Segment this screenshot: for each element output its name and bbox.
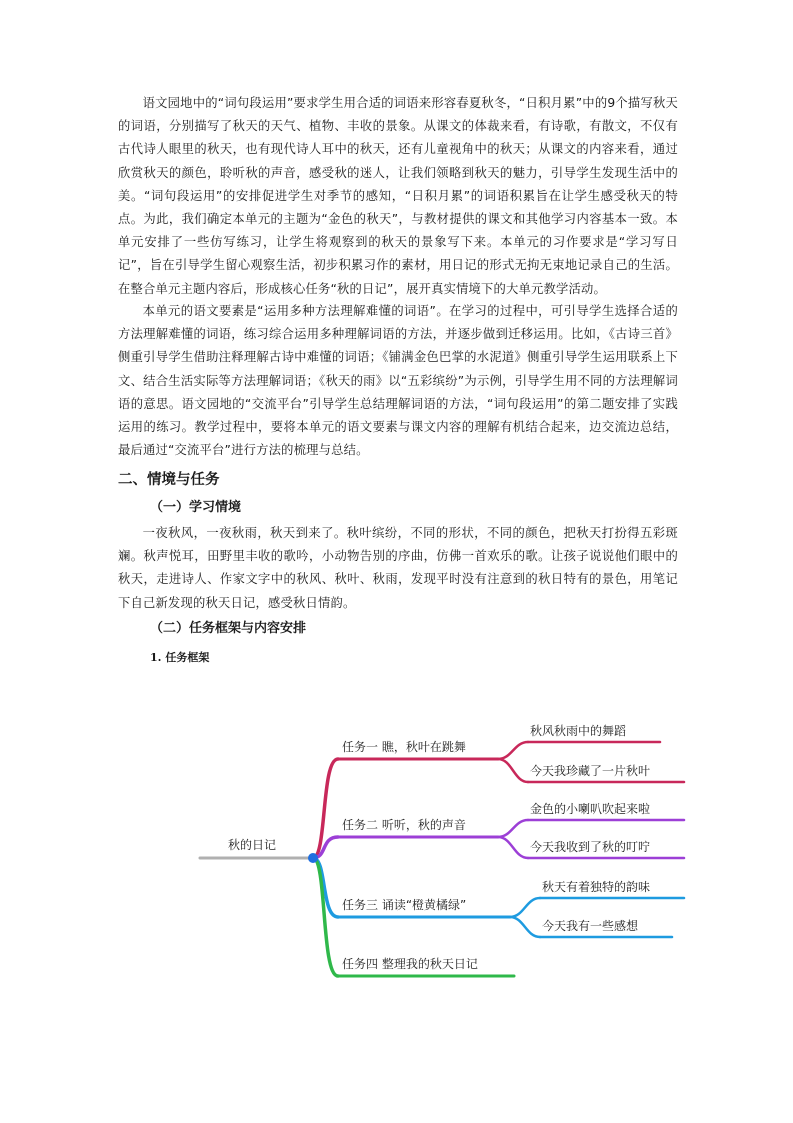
task-1-subtask-2-connector xyxy=(498,759,528,782)
task-2-subtask-2-label: 今天我收到了秋的叮咛 xyxy=(530,840,651,854)
task-3-label: 任务三 诵读“橙黄橘绿” xyxy=(342,898,467,912)
task-3-connector xyxy=(313,858,338,917)
task-1-subtask-1-connector xyxy=(498,742,528,759)
root-node-label: 秋的日记 xyxy=(228,838,277,852)
center-node-dot xyxy=(308,853,318,863)
task-3-subtask-2-connector xyxy=(510,917,540,937)
task-2-subtask-2-connector xyxy=(498,837,528,858)
task-1-label: 任务一 瞧，秋叶在跳舞 xyxy=(342,740,466,754)
subheading-learning-context: （一）学习情境 xyxy=(150,500,242,515)
task-3-subtask-2-label: 今天我有一些感想 xyxy=(542,919,639,933)
task-1-subtask-1-label: 秋风秋雨中的舞蹈 xyxy=(530,724,627,738)
section-heading-context-task: 二、情境与任务 xyxy=(118,472,220,488)
item-heading-task-framework: 1. 任务框架 xyxy=(150,651,210,664)
task-2-subtask-1-label: 金色的小喇叭吹起来啦 xyxy=(530,802,651,816)
task-framework-mindmap xyxy=(0,690,793,1000)
task-3-subtask-1-connector xyxy=(510,898,540,917)
subheading-task-framework: （二）任务框架与内容安排 xyxy=(150,621,307,636)
task-2-label: 任务二 听听，秋的声音 xyxy=(342,818,466,832)
paragraph-language-element: 本单元的语文要素是“运用多种方法理解难懂的词语”。在学习的过程中，可引导学生选择合适的方法理解难懂的词语，练习综合运用多种理解词语的方法，并逐步做到迁移运用。比如，《古诗三首》侧重引导学生借助注释理解古诗中难懂的词语；《铺满金色巴掌的水泥道》侧重引导学生运用联系上下文、结合生活实际等方法理解词语；《秋天的雨》以“五彩缤纷”为示例，引导学生用不同的方法理解词语的意思。语文园地的“交流平台”引导学生总结理解词语的方法，“词句段运用”的第二题安排了实践运用的练习。教学过程中，要将本单元的语文要素与课文内容的理解有机结合起来，边交流边总结，最后通过“交流平台”进行方法的梳理与总结。 xyxy=(118,304,678,458)
paragraph-learning-context: 一夜秋风，一夜秋雨，秋天到来了。秋叶缤纷，不同的形状，不同的颜色，把秋天打扮得五彩斑斓。秋声悦耳，田野里丰收的歌吟，小动物告别的序曲，仿佛一首欢乐的歌。让孩子说说他们眼中的秋天，走进诗人、作家文字中的秋风、秋叶、秋雨，发现平时没有注意到的秋日特有的景色，用笔记下自己新发现的秋天日记，感受秋日情韵。 xyxy=(118,526,678,610)
task-2-subtask-1-connector xyxy=(498,820,528,837)
task-4-label: 任务四 整理我的秋天日记 xyxy=(342,957,478,971)
paragraph-unit-content: 语文园地中的“词句段运用”要求学生用合适的词语来形容春夏秋冬，“日积月累”中的9个描写秋天的词语，分别描写了秋天的天气、植物、丰收的景象。从课文的体裁来看，有诗歌，有散文，不仅有古代诗人眼里的秋天，也有现代诗人耳中的秋天，还有儿童视角中的秋天；从课文的内容来看，通过欣赏秋天的颜色，聆听秋的声音，感受秋的迷人，让我们领略到秋天的魅力，引导学生发现生活中的美。“词句段运用”的安排促进学生对季节的感知，“日积月累”的词语积累旨在让学生感受秋天的特点。为此，我们确定本单元的主题为“金色的秋天”，与教材提供的课文和其他学习内容基本一致。本单元安排了一些仿写练习，让学生将观察到的秋天的景象写下来。本单元的习作要求是“学习写日记”，旨在引导学生留心观察生活，初步积累习作的素材，用日记的形式无拘无束地记录自己的生活。在整合单元主题内容后，形成核心任务“秋的日记”，展开真实情境下的大单元教学活动。 xyxy=(118,96,678,296)
task-1-subtask-2-label: 今天我珍藏了一片秋叶 xyxy=(530,764,651,778)
task-3-subtask-1-label: 秋天有着独特的韵味 xyxy=(542,880,651,894)
